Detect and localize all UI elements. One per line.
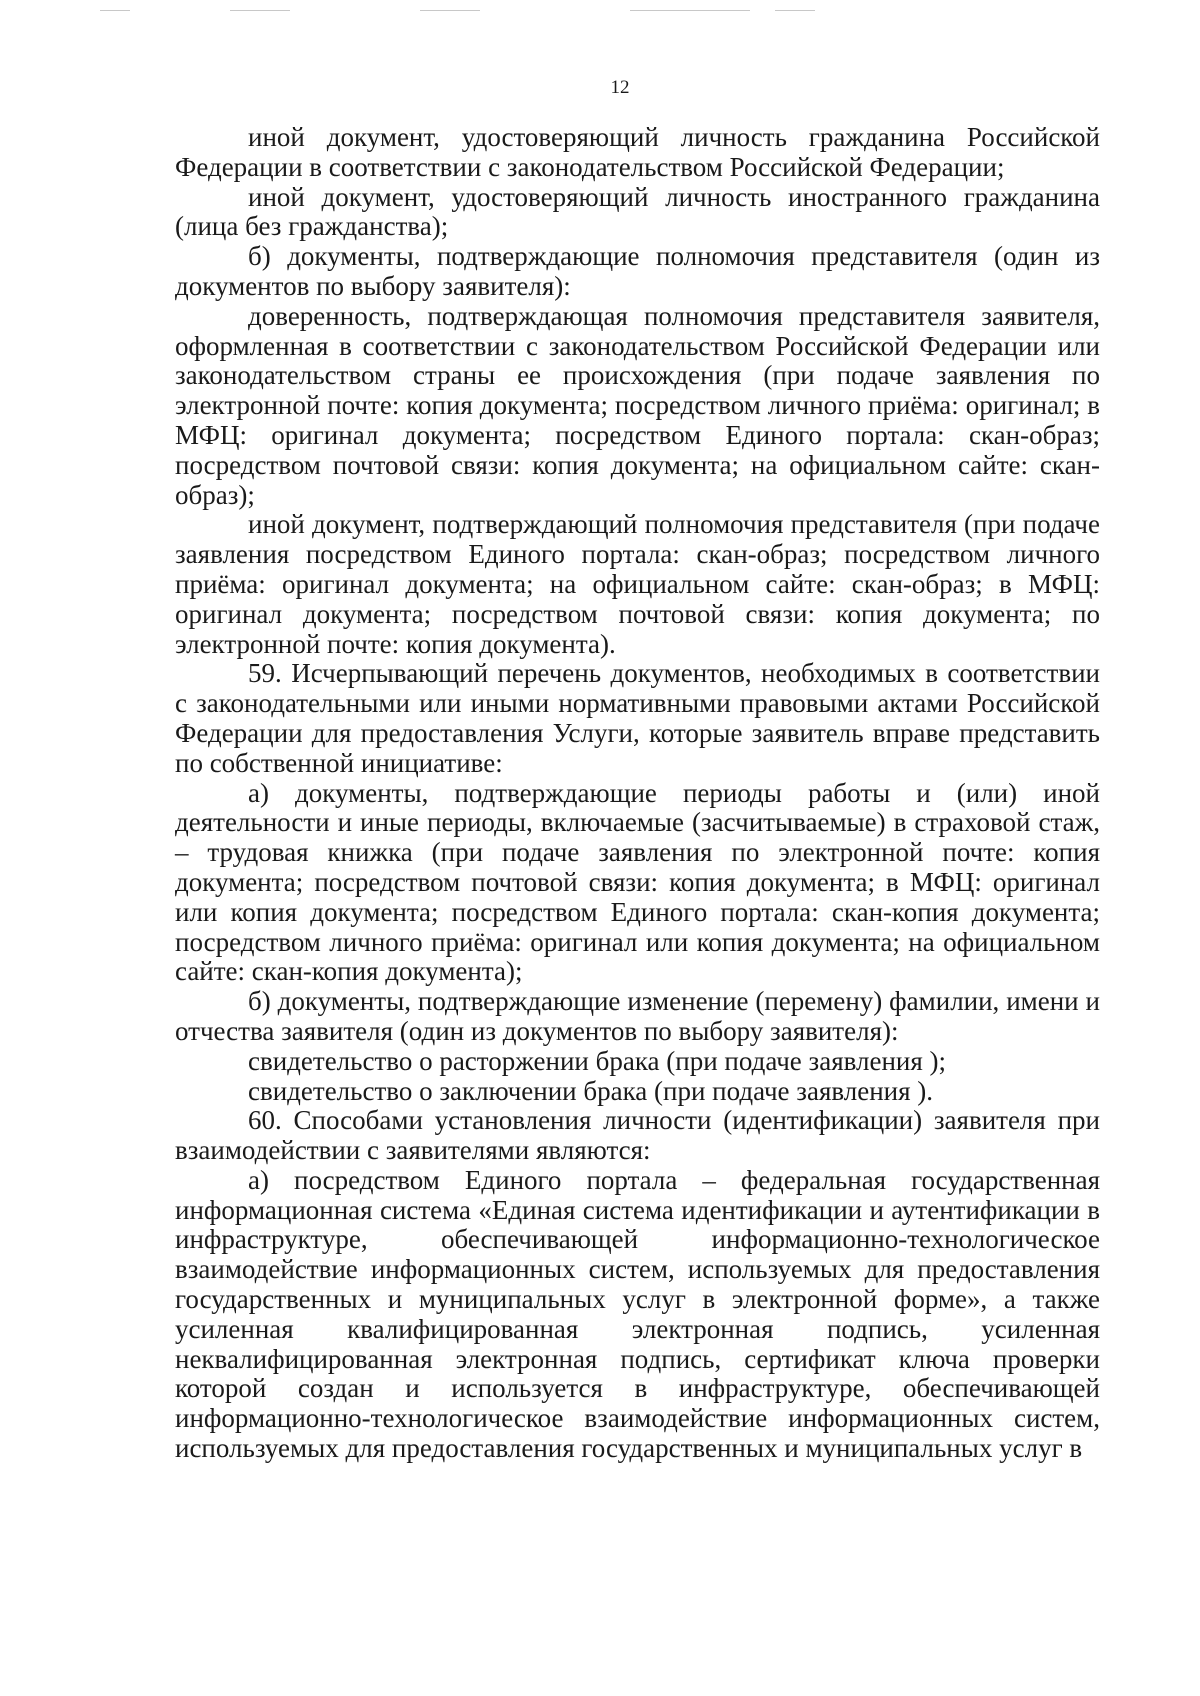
- paragraph-power-of-attorney: доверенность, подтверждающая полномочия представителя заявителя, оформленная в соответствии с законодательством Российской Федерации или законодательством страны ее происхождения (при подаче заявления по электронной почте: копия документа; посредством личного приёма: оригинал; в МФЦ: оригинал документа; посредством Единого портала: скан-образ; посредством почтовой связи: копия документа; на официальном сайте: скан-образ);: [175, 300, 1100, 510]
- paragraph-other-authority-document: иной документ, подтверждающий полномочия представителя (при подаче заявления посредством Единого портала: скан-образ; посредством личного приёма: оригинал документа; на официальном сайте: скан-образ; в МФЦ: оригинал документа; посредством почтовой связи: копия документа; по электронной почте: копия документа).: [175, 509, 1100, 659]
- scan-artifact: [775, 10, 815, 11]
- paragraph-item-59: 59. Исчерпывающий перечень документов, необходимых в соответствии с законодательными или иными нормативными правовыми актами Российской Федерации для предоставления Услуги, которые заявитель вправе представить по собственной инициативе:: [175, 658, 1100, 778]
- scan-artifact: [100, 10, 130, 11]
- paragraph-representative-authority-documents: б) документы, подтверждающие полномочия представителя (один из документов по выбору заявителя):: [175, 241, 1100, 301]
- scan-artifact: [630, 10, 750, 11]
- paragraph-id-document-rf-citizen: иной документ, удостоверяющий личность гражданина Российской Федерации в соответствии с законодательством Российской Федерации;: [175, 122, 1100, 182]
- paragraph-name-change-documents: б) документы, подтверждающие изменение (перемену) фамилии, имени и отчества заявителя (один из документов по выбору заявителя):: [175, 986, 1100, 1046]
- paragraph-id-document-foreign-citizen: иной документ, удостоверяющий личность иностранного гражданина (лица без гражданства);: [175, 181, 1100, 242]
- scan-artifact: [230, 10, 290, 11]
- scan-artifact: [420, 10, 480, 11]
- paragraph-work-periods-documents: а) документы, подтверждающие периоды работы и (или) иной деятельности и иные периоды, включаемые (засчитываемые) в страховой стаж, – трудовая книжка (при подаче заявления по электронной почте: копия документа; посредством почтовой связи: копия документа; в МФЦ: оригинал или копия документа; посредством Единого портала: скан-копия документа; посредством личного приёма: оригинал или копия документа; на официальном сайте: скан-копия документа);: [175, 777, 1100, 987]
- paragraph-identification-via-portal: а) посредством Единого портала – федеральная государственная информационная система «Единая система идентификации и аутентификации в инфраструктуре, обеспечивающей информационно-технологическое взаимодействие информационных систем, используемых для предоставления государственных и муниципальных услуг в электронной форме», а также усиленная квалифицированная электронная подпись, усиленная неквалифицированная электронная подпись, сертификат ключа проверки которой создан и используется в инфраструктуре, обеспечивающей информационно-технологическое взаимодействие информационных систем, используемых для предоставления государственных и муниципальных услуг в: [175, 1164, 1100, 1464]
- paragraph-marriage-certificate: свидетельство о заключении брака (при подаче заявления ).: [248, 1075, 934, 1106]
- paragraph-divorce-certificate: свидетельство о расторжении брака (при подаче заявления );: [248, 1045, 947, 1076]
- page-number: 12: [610, 77, 630, 98]
- document-body: [175, 123, 1100, 1464]
- paragraph-item-60: 60. Способами установления личности (идентификации) заявителя при взаимодействии с заявителями являются:: [175, 1105, 1100, 1166]
